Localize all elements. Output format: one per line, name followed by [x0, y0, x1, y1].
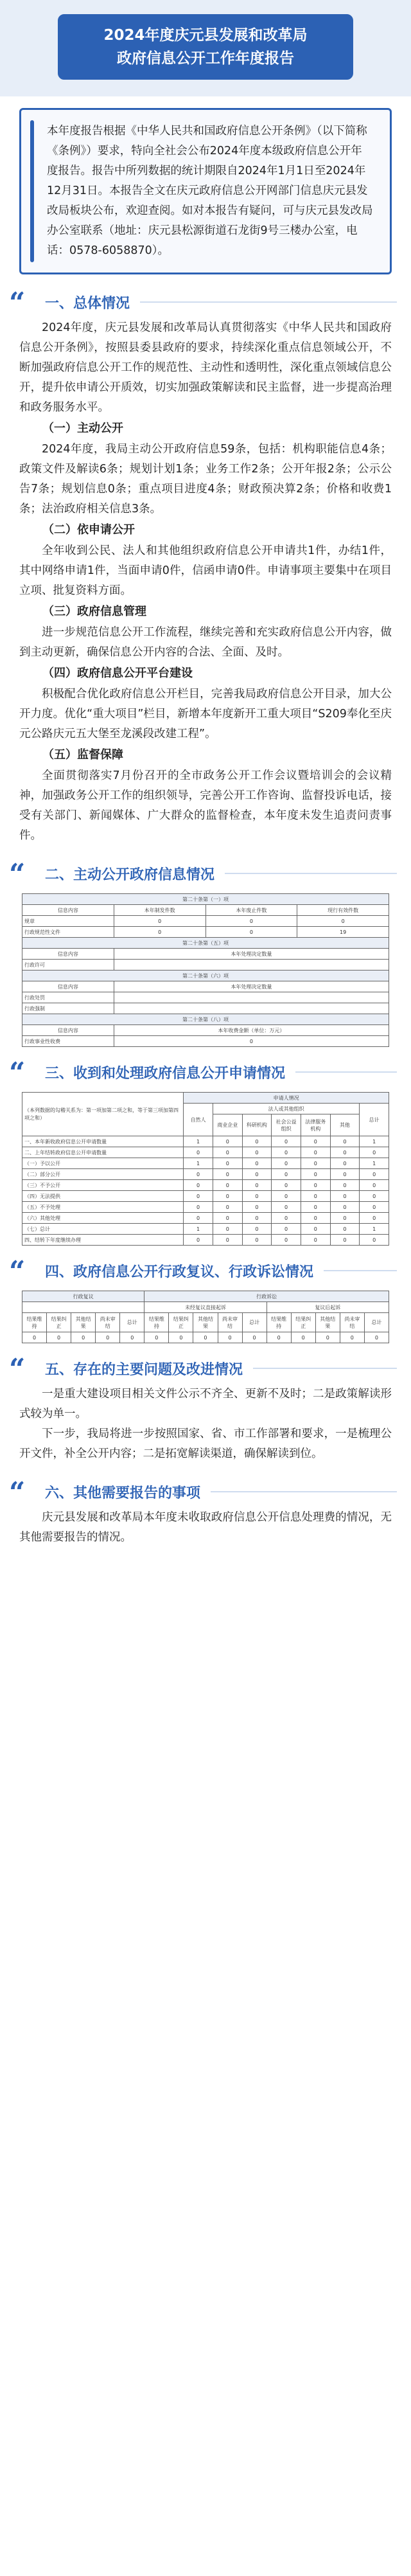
report-banner: [0, 0, 411, 96]
table-cell: 行政事业性收费: [22, 1036, 114, 1047]
table-cell: 0: [213, 1169, 242, 1180]
table-row: [22, 1169, 389, 1180]
table-header: 尚未审结: [218, 1313, 242, 1332]
table-cell: （五）不予处理: [22, 1202, 184, 1213]
table-header: 其他: [330, 1114, 360, 1136]
section-2-title: 二、主动公开政府信息情况: [45, 866, 215, 883]
table-cell: 0: [360, 1147, 389, 1158]
table-row: [22, 1191, 389, 1202]
table-header: 尚未审结: [340, 1313, 364, 1332]
table-cell: 0: [144, 1332, 169, 1343]
table-header: 法律服务机构: [301, 1114, 330, 1136]
table-cell: 规章: [22, 916, 114, 927]
section-3-title: 三、收到和处理政府信息公开申请情况: [45, 1065, 286, 1082]
table-header: 其他结果: [71, 1313, 96, 1332]
table-cell: （三）不予公开: [22, 1180, 184, 1191]
table-header: （本列数据的勾稽关系为：第一项加第二项之和，等于第三项加第四项之和）: [22, 1093, 184, 1136]
table-header: 商业企业: [213, 1114, 242, 1136]
table-cell: [114, 992, 389, 1003]
table-cell: 0: [242, 1191, 272, 1202]
table-cell: 0: [272, 1224, 301, 1235]
table-header: 结果纠正: [291, 1313, 315, 1332]
table-header: 其他结果: [315, 1313, 340, 1332]
table-cell: 0: [213, 1224, 242, 1235]
table-cell: 0: [360, 1202, 389, 1213]
section-5-body: [0, 1384, 411, 1464]
table-header: 其他结果: [193, 1313, 218, 1332]
table-cell: 0: [360, 1169, 389, 1180]
table-cell: 0: [114, 927, 206, 938]
section-5-title: 五、存在的主要问题及改进情况: [45, 1361, 243, 1378]
table-cell: 一、本年新收政府信息公开申请数量: [22, 1136, 184, 1147]
table-cell: 0: [206, 916, 297, 927]
table-cell: （二）部分公开: [22, 1169, 184, 1180]
table-cell: 0: [71, 1332, 96, 1343]
table-header: 本年处理决定数量: [114, 981, 389, 992]
active-disclosure-table: [22, 893, 389, 1047]
table-cell: 0: [272, 1235, 301, 1246]
table-header: 未经复议直接起诉: [144, 1302, 267, 1313]
table-cell: 0: [193, 1332, 218, 1343]
quote-icon: “: [9, 862, 26, 885]
table-cell: 0: [267, 1332, 291, 1343]
table-cell: 四、结转下年度继续办理: [22, 1235, 184, 1246]
table-cell: 0: [301, 1235, 330, 1246]
table-cell: 0: [360, 1213, 389, 1224]
table-cell: 0: [184, 1180, 213, 1191]
table-cell: 0: [242, 1332, 267, 1343]
table-cell: 0: [120, 1332, 144, 1343]
divider: [225, 873, 397, 874]
table-caption: 第二十条第（六）项: [22, 970, 389, 981]
table-cell: 0: [242, 1180, 272, 1191]
table-cell: 0: [184, 1213, 213, 1224]
section-1-body: [0, 318, 411, 846]
sub-text: 全面贯彻落实7月份召开的全市政务公开工作会议暨培训会的会议精神，加强政务公开工作的组织领导，完善公开工作咨询、监督投诉电话，接受有关部门、新闻媒体、广大群众的监督检查，本年度未发生追责问责事件。: [19, 769, 392, 842]
table-cell: 1: [184, 1136, 213, 1147]
divider: [253, 1368, 397, 1369]
table-row: [22, 1136, 389, 1147]
section-1-title: 一、总体情况: [45, 295, 130, 312]
section-6-body: [0, 1508, 411, 1548]
table-cell: 0: [242, 1213, 272, 1224]
table-cell: 0: [242, 1235, 272, 1246]
table-cell: 0: [213, 1191, 242, 1202]
table-header: 社会公益组织: [272, 1114, 301, 1136]
intro-paragraph: 本年度报告根据《中华人民共和国政府信息公开条例》（以下简称《条例》）要求，特向全社会公布2024年度本级政府信息公开年度报告。报告中所列数据的统计期限自2024年1月1日至2024年12月31日。本报告全文在庆元政府信息公开网部门信息庆元县发改局板块公布，欢迎查阅。如对本报告有疑问，可与庆元县发改局办公室联系（地址：庆元县松源街道石龙街9号三楼办公室，电话：0578-6058870）。: [47, 125, 373, 257]
table-cell: 0: [330, 1147, 360, 1158]
sub-heading: （四）政府信息公开平台建设: [42, 666, 193, 680]
table-header: 本年收费金额（单位：万元）: [114, 1025, 389, 1036]
table-header: 信息内容: [22, 1025, 114, 1036]
intro-box: [19, 108, 392, 274]
table-cell: [114, 960, 389, 970]
table-cell: 0: [272, 1169, 301, 1180]
table-cell: 0: [330, 1224, 360, 1235]
table-cell: 0: [213, 1235, 242, 1246]
table-header: 复议后起诉: [267, 1302, 389, 1313]
table-cell: 0: [330, 1235, 360, 1246]
table-cell: 0: [242, 1169, 272, 1180]
table-cell: 行政许可: [22, 960, 114, 970]
table-cell: 0: [291, 1332, 315, 1343]
table-cell: 0: [213, 1180, 242, 1191]
section-5-header: [0, 1352, 411, 1384]
table-caption: 第二十条第（八）项: [22, 1014, 389, 1025]
table-cell: 0: [272, 1191, 301, 1202]
review-litigation-table: [22, 1291, 389, 1343]
section-6-title: 六、其他需要报告的事项: [45, 1485, 201, 1501]
table-cell: 0: [330, 1213, 360, 1224]
sub-heading: （一）主动公开: [42, 422, 123, 435]
table-row: [22, 927, 389, 938]
section-1-header: [0, 286, 411, 318]
table-row: [22, 1202, 389, 1213]
table-cell: 行政处罚: [22, 992, 114, 1003]
section-5-paragraph: 下一步，我局将进一步按照国家、省、市工作部署和要求，一是梳理公开文件，补全公开内容；二是拓宽解读渠道，确保解读到位。: [19, 1427, 392, 1460]
table-cell: 0: [301, 1224, 330, 1235]
table-header: 总计: [120, 1313, 144, 1332]
section-5-paragraph: 一是重大建设项目相关文件公示不齐全、更新不及时；二是政策解读形式较为单一。: [19, 1388, 392, 1420]
table-cell: 1: [184, 1158, 213, 1169]
table-cell: （六）其他处理: [22, 1213, 184, 1224]
table-cell: 0: [272, 1147, 301, 1158]
table-cell: 0: [242, 1202, 272, 1213]
table-header: 行政复议: [22, 1291, 144, 1302]
table-cell: 0: [272, 1213, 301, 1224]
table-row: [22, 1158, 389, 1169]
table-cell: 0: [22, 1332, 47, 1343]
section-6-header: [0, 1476, 411, 1508]
report-title-line2: 政府信息公开工作年度报告: [117, 50, 294, 67]
table-cell: 行政规范性文件: [22, 927, 114, 938]
sub-heading: （三）政府信息管理: [42, 605, 146, 618]
table-header: 申请人情况: [184, 1093, 389, 1104]
sub-heading: （五）监督保障: [42, 748, 123, 762]
table-cell: 0: [330, 1191, 360, 1202]
table-cell: 0: [272, 1158, 301, 1169]
divider: [295, 1071, 397, 1073]
table-row: [22, 916, 389, 927]
table-header: 法人或其他组织: [213, 1104, 359, 1114]
table-cell: 0: [330, 1169, 360, 1180]
table-row: [22, 1003, 389, 1014]
quote-icon: “: [9, 1480, 26, 1503]
table-cell: 0: [272, 1136, 301, 1147]
table-cell: 0: [242, 1147, 272, 1158]
table-cell: 0: [213, 1213, 242, 1224]
table-header: 结果维持: [144, 1313, 169, 1332]
table-header: 总计: [242, 1313, 267, 1332]
table-row: [22, 992, 389, 1003]
table-caption: 第二十条第（一）项: [22, 894, 389, 905]
table-cell: 0: [360, 1180, 389, 1191]
table-header: 结果纠正: [169, 1313, 193, 1332]
quote-icon: “: [9, 1060, 26, 1084]
sub-text: 积极配合优化政府信息公开栏目，完善我局政府信息公开目录，加大公开力度。优化“重大项目”栏目，新增本年度新开工重大项目“S209奉化至庆元公路庆元五大堡至龙溪段改建工程”。: [19, 688, 392, 740]
table-cell: 0: [213, 1202, 242, 1213]
table-cell: 0: [301, 1191, 330, 1202]
table-row: [22, 1180, 389, 1191]
table-row: [22, 1235, 389, 1246]
table-cell: 1: [360, 1224, 389, 1235]
divider: [211, 1491, 397, 1492]
table-header: 科研机构: [242, 1114, 272, 1136]
section-4-title: 四、政府信息公开行政复议、行政诉讼情况: [45, 1264, 314, 1280]
table-header: [22, 1302, 144, 1313]
table-cell: 1: [360, 1136, 389, 1147]
table-cell: 0: [242, 1136, 272, 1147]
table-cell: 0: [360, 1191, 389, 1202]
table-cell: 行政强制: [22, 1003, 114, 1014]
table-header: 行政诉讼: [144, 1291, 389, 1302]
quote-icon: “: [9, 291, 26, 314]
section-6-paragraph: 庆元县发展和改革局本年度未收取政府信息公开信息处理费的情况，无其他需要报告的情况。: [19, 1511, 392, 1544]
table-cell: 0: [297, 916, 389, 927]
sub-text: 2024年度，我局主动公开政府信息59条，包括：机构职能信息4条；政策文件及解读6条；规划计划1条；业务工作2条；公开年报2条；公示公告7条；规划信息0条；重点项目进度4条；财政预决算2条；价格和收费1条；法治政府相关信息3条。: [19, 443, 392, 515]
table-cell: 0: [360, 1235, 389, 1246]
table-cell: 1: [184, 1224, 213, 1235]
table-cell: 0: [242, 1158, 272, 1169]
table-row: [22, 1224, 389, 1235]
table-cell: 0: [96, 1332, 120, 1343]
table-cell: 0: [114, 1036, 389, 1047]
table-cell: （一）予以公开: [22, 1158, 184, 1169]
table-cell: 0: [114, 916, 206, 927]
table-cell: 0: [364, 1332, 389, 1343]
table-cell: 0: [315, 1332, 340, 1343]
table-cell: 0: [330, 1158, 360, 1169]
table-row: [22, 1036, 389, 1047]
table-cell: 0: [184, 1235, 213, 1246]
table-cell: 0: [301, 1147, 330, 1158]
section-3-header: [0, 1056, 411, 1088]
table-row: [22, 1213, 389, 1224]
table-header: 总计: [364, 1313, 389, 1332]
table-header: 本年处理决定数量: [114, 949, 389, 960]
table-cell: 0: [213, 1147, 242, 1158]
quote-icon: “: [9, 1259, 26, 1282]
table-cell: 0: [184, 1147, 213, 1158]
table-cell: [114, 1003, 389, 1014]
section-1-lead: 2024年度，庆元县发展和改革局认真贯彻落实《中华人民共和国政府信息公开条例》，按照县委县政府的要求，持续深化重点信息领域公开，不断加强政府信息公开工作的规范性、主动性和透明性，深化重点领域信息公开，提升依申请公开质效，切实加强政策解读和民主监督，进一步提高治理和政务服务水平。: [19, 321, 392, 414]
table-cell: （七）总计: [22, 1224, 184, 1235]
section-4-header: [0, 1255, 411, 1287]
quote-icon: “: [9, 1357, 26, 1380]
table-header: 信息内容: [22, 905, 114, 916]
table-row: [22, 1332, 389, 1343]
table-header: 尚未审结: [96, 1313, 120, 1332]
table-cell: 1: [360, 1158, 389, 1169]
table-header: 现行有效件数: [297, 905, 389, 916]
report-title-line1: 2024年度庆元县发展和改革局: [103, 27, 308, 44]
table-cell: 0: [330, 1180, 360, 1191]
table-cell: 0: [184, 1169, 213, 1180]
table-header: 信息内容: [22, 949, 114, 960]
table-header: 结果维持: [267, 1313, 291, 1332]
table-cell: 0: [213, 1136, 242, 1147]
table-header: 结果纠正: [47, 1313, 71, 1332]
table-cell: 0: [218, 1332, 242, 1343]
table-cell: 0: [184, 1202, 213, 1213]
table-cell: 0: [301, 1213, 330, 1224]
table-cell: 0: [340, 1332, 364, 1343]
table-cell: 0: [301, 1136, 330, 1147]
table-row: [22, 1147, 389, 1158]
table-caption: 第二十条第（五）项: [22, 938, 389, 949]
table-cell: 0: [242, 1224, 272, 1235]
table-cell: 0: [272, 1202, 301, 1213]
divider: [140, 301, 397, 303]
table-cell: 二、上年结转政府信息公开申请数量: [22, 1147, 184, 1158]
report-title-box: [58, 14, 353, 80]
table-cell: 0: [301, 1169, 330, 1180]
table-cell: 0: [184, 1191, 213, 1202]
table-cell: 0: [301, 1158, 330, 1169]
table-cell: 0: [213, 1158, 242, 1169]
table-header: 自然人: [184, 1104, 213, 1136]
application-table: [22, 1092, 389, 1246]
table-cell: （四）无法提供: [22, 1191, 184, 1202]
table-cell: 0: [301, 1180, 330, 1191]
table-header: 本年废止件数: [206, 905, 297, 916]
divider: [324, 1270, 397, 1271]
table-cell: 0: [47, 1332, 71, 1343]
table-cell: 0: [206, 927, 297, 938]
table-cell: 0: [301, 1202, 330, 1213]
sub-text: 全年收到公民、法人和其他组织政府信息公开申请共1件，办结1件，其中网络申请1件，当面申请0件，信函申请0件。申请事项主要集中在项目立项、批复资料方面。: [19, 544, 392, 597]
table-header: 本年制发件数: [114, 905, 206, 916]
sub-heading: （二）依申请公开: [42, 523, 135, 537]
table-header: 结果维持: [22, 1313, 47, 1332]
sub-text: 进一步规范信息公开工作流程，继续完善和充实政府信息公开内容，做到主动更新，确保信息公开内容的合法、全面、及时。: [19, 626, 392, 659]
table-cell: 0: [330, 1202, 360, 1213]
table-cell: 0: [169, 1332, 193, 1343]
table-cell: 0: [330, 1136, 360, 1147]
table-cell: 19: [297, 927, 389, 938]
table-header: 信息内容: [22, 981, 114, 992]
section-2-header: [0, 857, 411, 890]
table-header: 总计: [360, 1104, 389, 1136]
table-cell: 0: [272, 1180, 301, 1191]
table-row: [22, 960, 389, 970]
